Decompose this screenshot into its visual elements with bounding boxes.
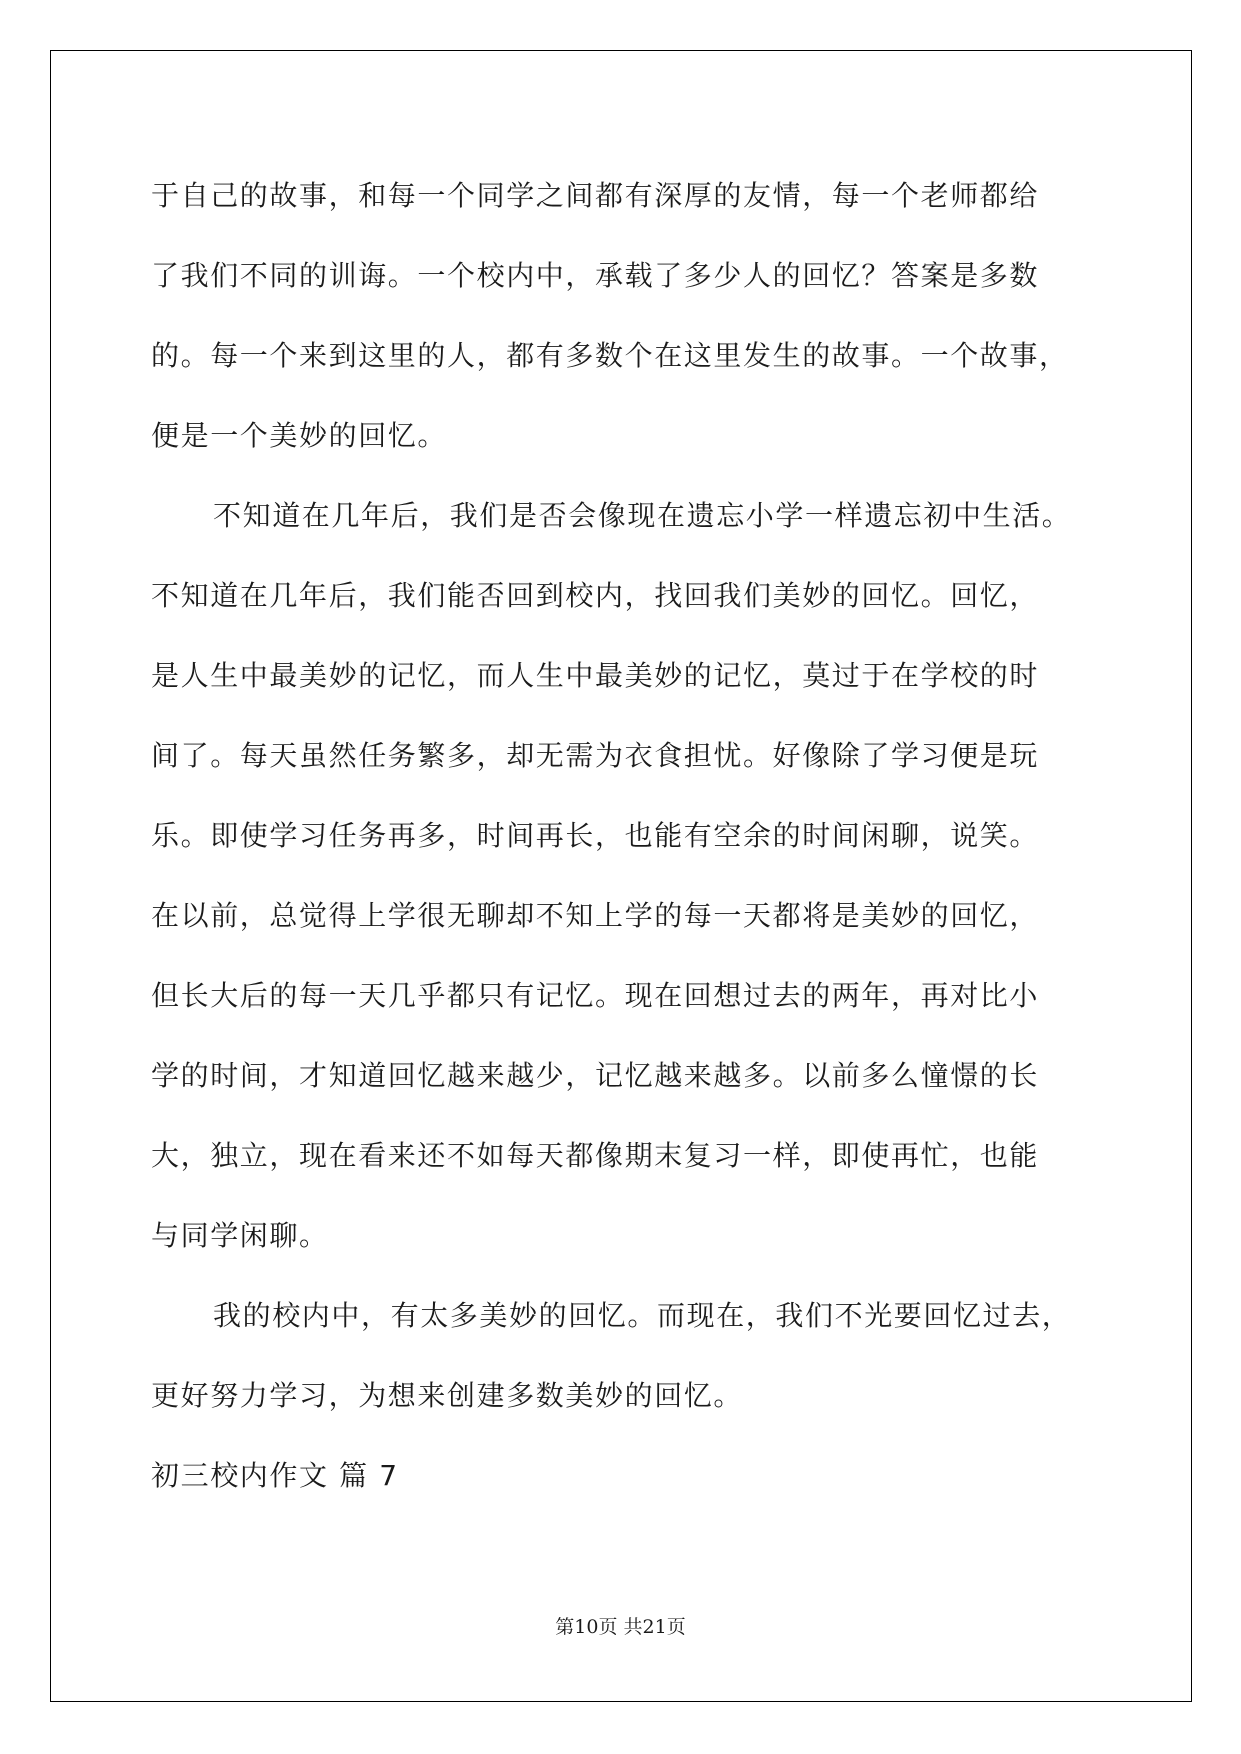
text-line: 乐。即使学习任务再多，时间再长，也能有空余的时间闲聊，说笑。 <box>151 819 1040 852</box>
text-line: 学的时间，才知道回忆越来越少，记忆越来越多。以前多么憧憬的长 <box>151 1059 1040 1092</box>
text-line: 我的校内中，有太多美妙的回忆。而现在，我们不光要回忆过去， <box>213 1299 1072 1332</box>
text-line: 便是一个美妙的回忆。 <box>151 419 448 452</box>
paragraph <box>151 1276 1111 1436</box>
text-line: 大，独立，现在看来还不如每天都像期末复习一样，即使再忙，也能 <box>151 1139 1040 1172</box>
text-line: 是人生中最美妙的记忆，而人生中最美妙的记忆，莫过于在学校的时 <box>151 659 1040 692</box>
text-line: 于自己的故事，和每一个同学之间都有深厚的友情，每一个老师都给 <box>151 179 1040 212</box>
text-line: 间了。每天虽然任务繁多，却无需为衣食担忧。好像除了学习便是玩 <box>151 739 1040 772</box>
paragraph <box>151 156 1111 476</box>
text-line: 了我们不同的训诲。一个校内中，承载了多少人的回忆？答案是多数 <box>151 259 1040 292</box>
paragraph <box>151 476 1111 1276</box>
text-line: 不知道在几年后，我们能否回到校内，找回我们美妙的回忆。回忆， <box>151 579 1040 612</box>
document-body <box>151 156 1111 1516</box>
section-heading: 初三校内作文 篇 7 <box>151 1459 399 1492</box>
text-line: 但长大后的每一天几乎都只有记忆。现在回想过去的两年，再对比小 <box>151 979 1040 1012</box>
text-line: 的。每一个来到这里的人，都有多数个在这里发生的故事。一个故事， <box>151 339 1069 372</box>
text-line: 在以前，总觉得上学很无聊却不知上学的每一天都将是美妙的回忆， <box>151 899 1040 932</box>
text-line: 不知道在几年后，我们是否会像现在遗忘小学一样遗忘初中生活。 <box>213 499 1072 532</box>
text-line: 与同学闲聊。 <box>151 1219 329 1252</box>
page-number-footer: 第10页 共21页 <box>555 1616 686 1638</box>
text-line: 更好努力学习，为想来创建多数美妙的回忆。 <box>151 1379 744 1412</box>
